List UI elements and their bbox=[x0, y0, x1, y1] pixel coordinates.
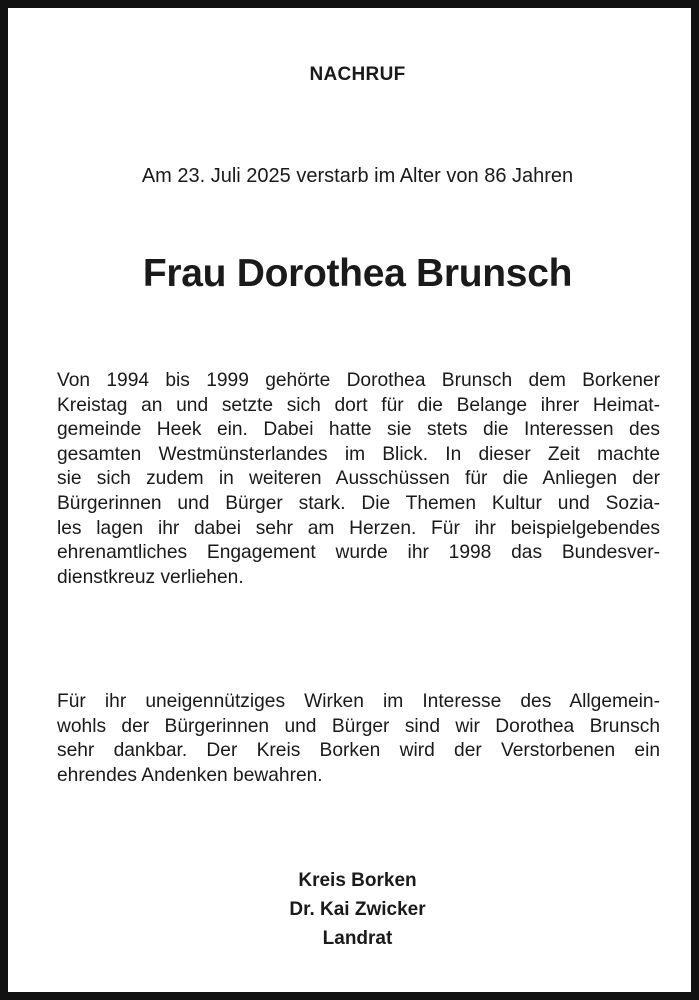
paragraph-line: ehrenamtliches Engagement wurde ihr 1998 das Bundesver- bbox=[57, 542, 660, 564]
paragraph-line: sie sich zudem in weiteren Ausschüssen für die Anliegen der bbox=[57, 468, 660, 490]
intro-line: Am 23. Juli 2025 verstarb im Alter von 86 Jahren bbox=[141, 165, 574, 187]
paragraph-line: wohls der Bürgerinnen und Bürger sind wir Dorothea Brunsch bbox=[57, 715, 660, 737]
signature-person: Dr. Kai Zwicker bbox=[289, 899, 426, 920]
paragraph-line: gesamten Westmünsterlandes im Blick. In dieser Zeit machte bbox=[57, 443, 660, 465]
paragraph-line: Von 1994 bis 1999 gehörte Dorothea Brunsch dem Borkener bbox=[57, 370, 660, 391]
signature-block bbox=[8, 866, 699, 953]
signature-organization: Kreis Borken bbox=[298, 870, 417, 891]
paragraph-line: Bürgerinnen und Bürger stark. Die Themen Kultur und Sozia- bbox=[57, 492, 660, 514]
deceased-name: Frau Dorothea Brunsch bbox=[142, 252, 573, 295]
signature-role: Landrat bbox=[322, 928, 393, 949]
paragraph-line: sehr dankbar. Der Kreis Borken wird der Verstorbenen ein bbox=[57, 740, 660, 762]
obituary-heading: NACHRUF bbox=[309, 64, 406, 85]
paragraph-tribute bbox=[57, 690, 660, 788]
paragraph-biography bbox=[57, 369, 660, 590]
paragraph-line: Für ihr uneigennütziges Wirken im Interesse des Allgemein- bbox=[57, 691, 660, 712]
paragraph-line: les lagen ihr dabei sehr am Herzen. Für ihr beispielgebendes bbox=[57, 517, 660, 539]
paragraph-line: ehrendes Andenken bewahren. bbox=[57, 764, 323, 786]
paragraph-line: gemeinde Heek ein. Dabei hatte sie stets die Interessen des bbox=[57, 419, 660, 441]
paragraph-line: Kreistag an und setzte sich dort für die Belange ihrer Heimat- bbox=[57, 394, 660, 416]
paragraph-line: dienstkreuz verliehen. bbox=[57, 566, 244, 588]
